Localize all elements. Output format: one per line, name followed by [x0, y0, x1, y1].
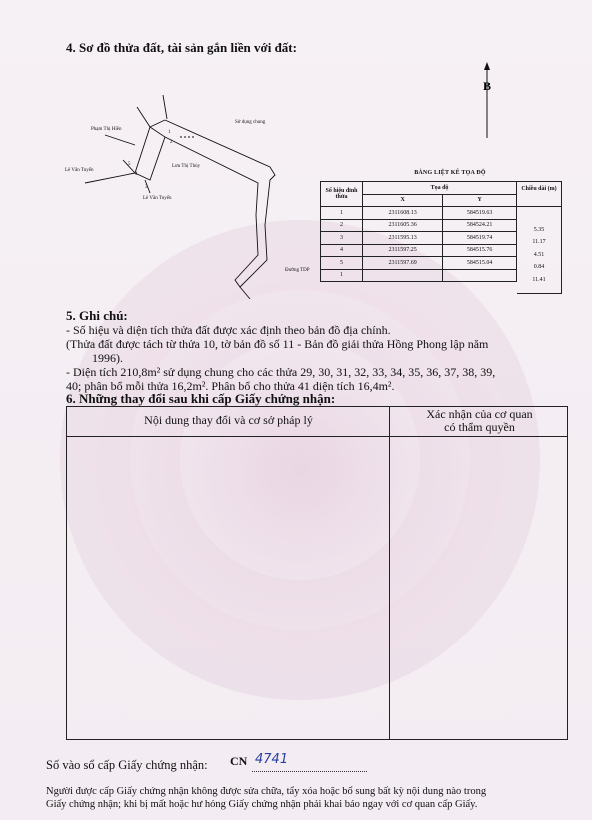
- point-5: 5: [128, 162, 131, 167]
- section5-title: 5. Ghi chú:: [66, 308, 128, 323]
- point-2: 2: [170, 140, 173, 145]
- length-value: 11.17: [532, 239, 546, 245]
- footer-note: Người được cấp Giấy chứng nhận không được sửa chữa, tẩy xóa hoặc bổ sung bất kỳ nội dung nào trong Giấy chứng nhận; khi bị mất hoặc hư hỏng Giấy chứng nhận phải khai báo ngay với cơ quan cấp Giấy.: [46, 786, 487, 810]
- label-le-van-tuyen-1: Lê Văn Tuyến: [65, 168, 94, 173]
- table-row: 3 2311595.13 584519.74: [321, 232, 517, 245]
- record-number-handwritten: 4741: [255, 752, 289, 767]
- length-value: 5.35: [533, 227, 545, 233]
- shared-road-outline: [165, 120, 275, 287]
- table-row: 2 2311605.36 584524.21: [321, 219, 517, 232]
- changes-col-content: Nội dung thay đổi và cơ sở pháp lý: [144, 413, 313, 427]
- label-su-dung-chung: Sử dụng chung: [235, 120, 266, 125]
- north-arrow-icon: [472, 60, 502, 140]
- coord-col-y: Y: [443, 194, 517, 207]
- coord-table-caption: BẢNG LIỆT KÊ TỌA ĐỘ: [414, 170, 486, 176]
- plot-diagram: [45, 75, 335, 305]
- point-3: 3: [145, 185, 148, 190]
- parcel-outline: [135, 127, 165, 180]
- record-number-prefix: CN: [230, 754, 248, 768]
- length-value: 11.41: [532, 277, 546, 283]
- label-pham-thi-hien: Phạm Thị Hiền: [91, 127, 122, 132]
- section6-title: 6. Những thay đổi sau khi cấp Giấy chứng nhận:: [66, 391, 336, 406]
- length-value: 4.51: [533, 252, 545, 258]
- compass-letter: B: [482, 79, 492, 93]
- record-number-line: [252, 771, 367, 772]
- record-number-label: Số vào sổ cấp Giấy chứng nhận:: [46, 758, 208, 772]
- table-row: 4 2311597.25 584515.76: [321, 244, 517, 257]
- point-1: 1: [168, 130, 171, 135]
- coord-table: [320, 181, 517, 282]
- changes-table: [66, 406, 568, 740]
- table-row: 1: [321, 269, 517, 282]
- notes-block: [66, 323, 566, 393]
- label-duong-tdp: Đường TDP: [285, 268, 310, 273]
- coord-col-coord: Tọa độ: [363, 182, 517, 195]
- changes-col-confirmation: Xác nhận của cơ quan có thẩm quyền: [426, 407, 533, 434]
- coord-col-point: Số hiệu đỉnh thửa: [321, 182, 363, 207]
- point-4: 4: [135, 172, 138, 177]
- length-header: Chiều dài (m): [517, 182, 561, 207]
- label-le-van-tuyen-2: Lê Văn Tuyến: [143, 196, 172, 201]
- note-line: - Diện tích 210,8m² sử dụng chung cho các thửa 29, 30, 31, 32, 33, 34, 35, 36, 37, 38, 39,: [66, 365, 496, 379]
- note-line: (Thửa đất được tách từ thửa 10, tờ bản đồ số 11 - Bản đồ giải thửa Hồng Phong lập năm: [66, 337, 489, 351]
- note-line: 1996).: [92, 351, 123, 365]
- note-line: 40; phân bổ mỗi thửa 16,2m². Phân bổ cho thửa 41 diện tích 16,4m².: [66, 379, 395, 393]
- coord-col-x: X: [363, 194, 443, 207]
- note-line: - Số hiệu và diện tích thửa đất được xác định theo bản đồ địa chính.: [66, 323, 391, 337]
- label-luu-thi-thuy: Lưu Thị Thủy: [172, 164, 201, 169]
- length-column: [517, 181, 562, 294]
- table-row: 5 2311597.69 584515.04: [321, 257, 517, 270]
- length-value: 0.84: [533, 264, 545, 270]
- table-row: 1 2311608.13 584519.63: [321, 207, 517, 220]
- section4-title: 4. Sơ đồ thửa đất, tài sản gắn liền với đất:: [66, 40, 297, 55]
- plot-boundaries: [85, 95, 275, 299]
